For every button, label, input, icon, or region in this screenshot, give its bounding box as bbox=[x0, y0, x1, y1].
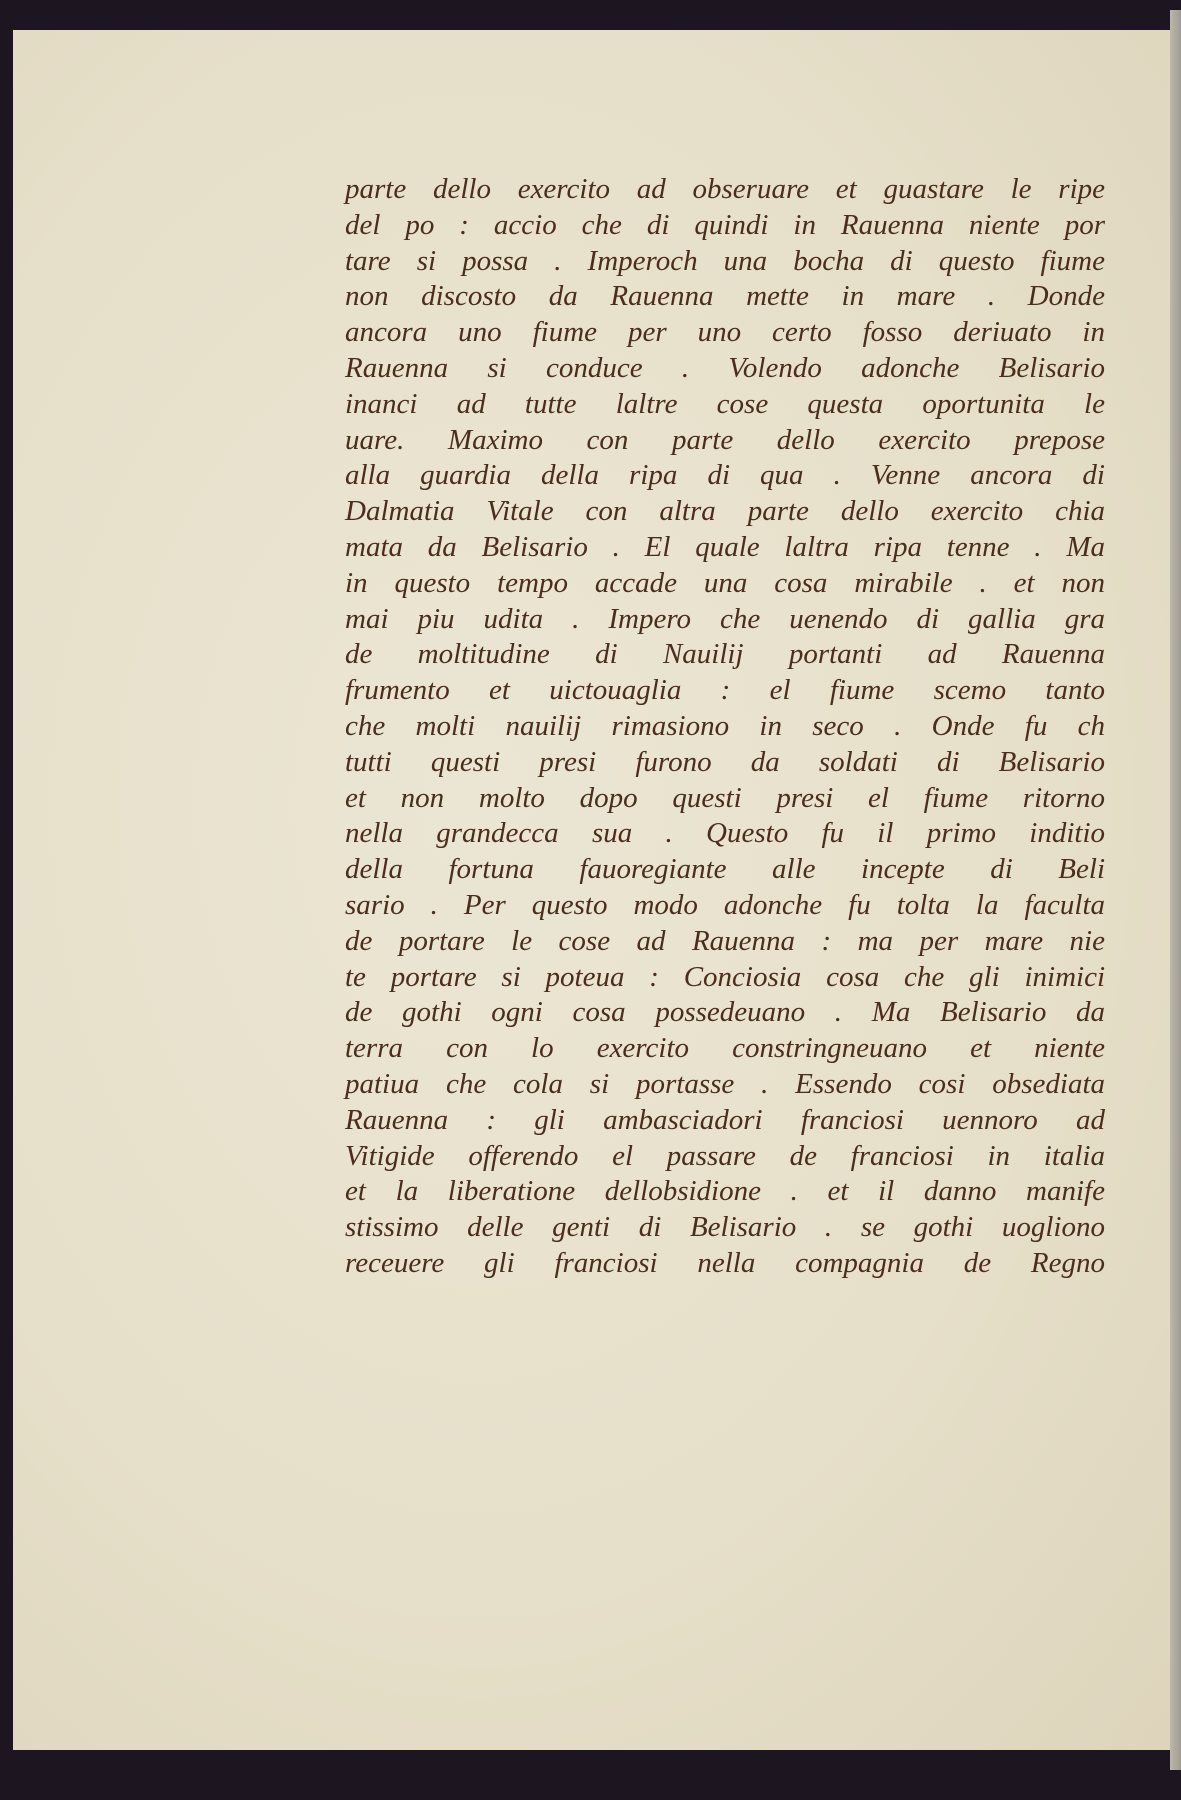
manuscript-text-block bbox=[345, 172, 1105, 1282]
manuscript-line: che molti nauilij rimasiono in seco . Onde fu ch bbox=[345, 709, 1105, 742]
manuscript-line: parte dello exercito ad obseruare et guastare le ripe bbox=[345, 173, 1105, 205]
manuscript-line: tutti questi presi furono da soldati di Belisario bbox=[345, 745, 1105, 778]
manuscript-line: alla guardia della ripa di qua . Venne ancora di bbox=[345, 459, 1105, 492]
manuscript-line: in questo tempo accade una cosa mirabile . et non bbox=[345, 566, 1105, 599]
manuscript-line: de portare le cose ad Rauenna : ma per mare nie bbox=[345, 924, 1105, 957]
manuscript-line: non discosto da Rauenna mette in mare . Donde bbox=[345, 280, 1105, 313]
manuscript-line: receuere gli franciosi nella compagnia de Regno bbox=[345, 1246, 1105, 1279]
manuscript-line: stissimo delle genti di Belisario . se gothi uogliono bbox=[345, 1211, 1105, 1244]
manuscript-line: della fortuna fauoregiante alle incepte di Beli bbox=[345, 853, 1105, 886]
manuscript-line: terra con lo exercito constringneuano et niente bbox=[345, 1032, 1105, 1065]
manuscript-line: et non molto dopo questi presi el fiume ritorno bbox=[345, 781, 1105, 814]
manuscript-line: patiua che cola si portasse . Essendo cosi obsediata bbox=[345, 1067, 1105, 1100]
manuscript-line: mata da Belisario . El quale laltra ripa tenne . Ma bbox=[345, 530, 1105, 563]
adjacent-page-edges bbox=[1170, 10, 1181, 1770]
manuscript-line: sario . Per questo modo adonche fu tolta la faculta bbox=[345, 888, 1105, 921]
manuscript-line: Rauenna si conduce . Volendo adonche Belisario bbox=[345, 351, 1105, 384]
manuscript-line: te portare si poteua : Conciosia cosa che gli inimici bbox=[345, 960, 1105, 993]
manuscript-line: et la liberatione dellobsidione . et il danno manife bbox=[345, 1175, 1105, 1208]
manuscript-line: mai piu udita . Impero che uenendo di gallia gra bbox=[345, 602, 1105, 635]
manuscript-line: nella grandecca sua . Questo fu il primo inditio bbox=[345, 817, 1105, 850]
manuscript-line: ancora uno fiume per uno certo fosso deriuato in bbox=[345, 316, 1105, 349]
manuscript-line: frumento et uictouaglia : el fiume scemo tanto bbox=[345, 674, 1105, 707]
manuscript-line: uare. Maximo con parte dello exercito prepose bbox=[345, 423, 1105, 456]
manuscript-line: de moltitudine di Nauilij portanti ad Rauenna bbox=[345, 638, 1105, 671]
manuscript-line: inanci ad tutte laltre cose questa oportunita le bbox=[345, 387, 1105, 420]
manuscript-line: Rauenna : gli ambasciadori franciosi uennoro ad bbox=[345, 1103, 1105, 1136]
manuscript-line: Vitigide offerendo el passare de franciosi in italia bbox=[345, 1139, 1105, 1172]
manuscript-line: del po : accio che di quindi in Rauenna niente por bbox=[345, 208, 1105, 241]
manuscript-line: Dalmatia Vitale con altra parte dello exercito chia bbox=[345, 495, 1105, 528]
manuscript-line: tare si possa . Imperoch una bocha di questo fiume bbox=[345, 244, 1105, 277]
manuscript-line: de gothi ogni cosa possedeuano . Ma Belisario da bbox=[345, 996, 1105, 1029]
